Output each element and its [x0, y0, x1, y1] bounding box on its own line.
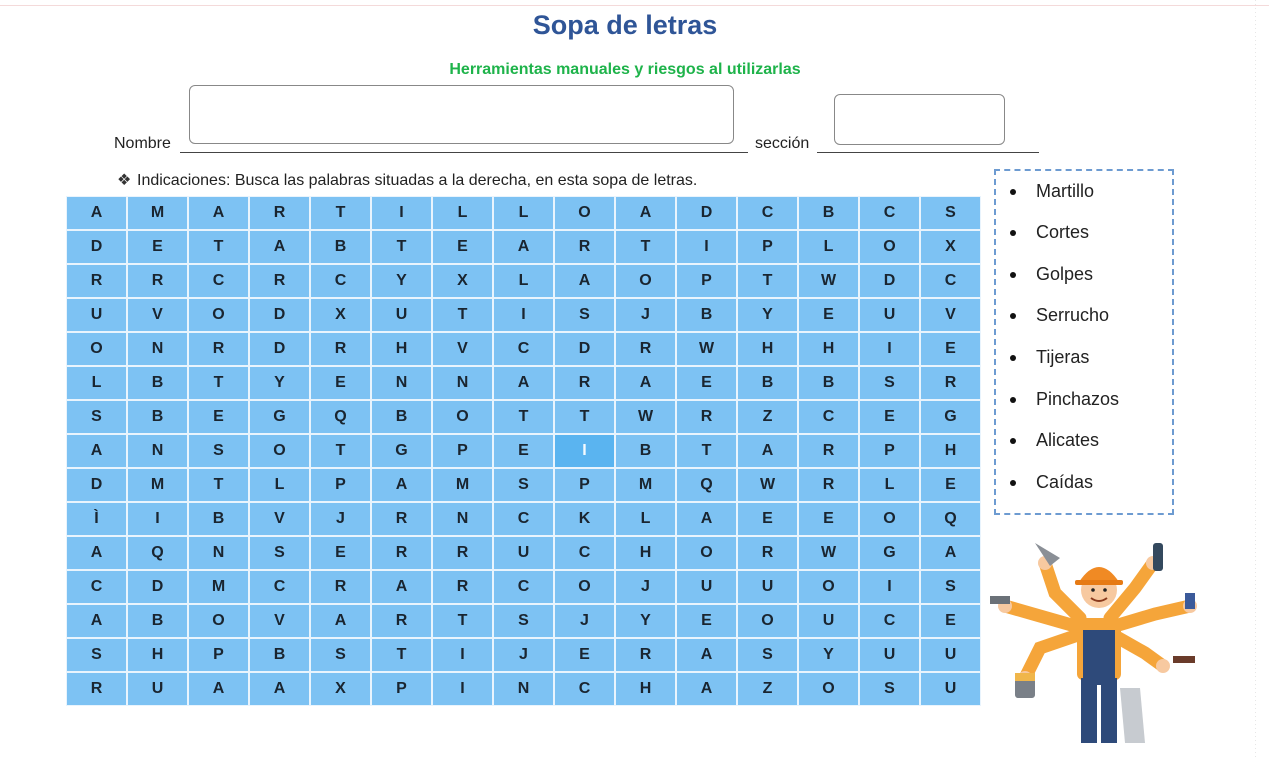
grid-cell[interactable]: P: [432, 434, 493, 468]
grid-cell[interactable]: R: [798, 468, 859, 502]
grid-cell[interactable]: R: [371, 502, 432, 536]
grid-cell[interactable]: R: [676, 400, 737, 434]
grid-cell[interactable]: U: [371, 298, 432, 332]
grid-cell[interactable]: A: [615, 366, 676, 400]
grid-cell[interactable]: A: [66, 604, 127, 638]
grid-cell[interactable]: E: [310, 536, 371, 570]
bullet-icon: [1010, 438, 1016, 444]
grid-cell[interactable]: M: [127, 468, 188, 502]
grid-cell[interactable]: D: [249, 332, 310, 366]
grid-cell[interactable]: T: [310, 434, 371, 468]
grid-cell[interactable]: C: [310, 264, 371, 298]
grid-cell[interactable]: B: [127, 604, 188, 638]
grid-cell[interactable]: A: [371, 570, 432, 604]
grid-cell[interactable]: S: [859, 366, 920, 400]
grid-cell[interactable]: V: [249, 604, 310, 638]
grid-cell[interactable]: E: [859, 400, 920, 434]
grid-cell[interactable]: L: [66, 366, 127, 400]
word-label: Golpes: [1036, 264, 1094, 284]
grid-cell[interactable]: D: [859, 264, 920, 298]
grid-cell[interactable]: N: [432, 366, 493, 400]
grid-cell[interactable]: R: [310, 570, 371, 604]
grid-row: [66, 672, 981, 706]
grid-cell[interactable]: Y: [249, 366, 310, 400]
word-label: Alicates: [1036, 430, 1100, 450]
grid-cell[interactable]: A: [66, 536, 127, 570]
bullet-icon: [1010, 397, 1016, 403]
grid-cell[interactable]: P: [310, 468, 371, 502]
grid-cell[interactable]: B: [371, 400, 432, 434]
page-edge: [1255, 0, 1256, 759]
diamond-bullet-icon: ❖: [117, 172, 132, 189]
grid-cell[interactable]: T: [432, 604, 493, 638]
section-underline: [817, 152, 1039, 153]
grid-cell[interactable]: S: [493, 604, 554, 638]
grid-cell[interactable]: T: [188, 366, 249, 400]
grid-cell[interactable]: T: [188, 468, 249, 502]
grid-cell[interactable]: N: [371, 366, 432, 400]
grid-cell[interactable]: H: [615, 536, 676, 570]
grid-cell[interactable]: R: [66, 672, 127, 706]
grid-cell[interactable]: A: [249, 230, 310, 264]
grid-cell[interactable]: H: [798, 332, 859, 366]
grid-cell[interactable]: C: [249, 570, 310, 604]
grid-cell[interactable]: P: [371, 672, 432, 706]
grid-cell[interactable]: P: [737, 230, 798, 264]
word-list-box: [994, 169, 1174, 515]
grid-cell[interactable]: R: [615, 638, 676, 672]
grid-cell[interactable]: V: [127, 298, 188, 332]
grid-cell[interactable]: R: [371, 536, 432, 570]
grid-cell[interactable]: C: [493, 332, 554, 366]
grid-cell[interactable]: A: [66, 434, 127, 468]
grid-cell[interactable]: L: [493, 264, 554, 298]
instructions-text: Indicaciones: Busca las palabras situadas a la derecha, en esta sopa de letras.: [137, 172, 698, 189]
grid-cell[interactable]: A: [676, 672, 737, 706]
grid-cell[interactable]: I: [493, 298, 554, 332]
grid-cell[interactable]: X: [920, 230, 981, 264]
grid-cell[interactable]: E: [493, 434, 554, 468]
grid-cell[interactable]: B: [737, 366, 798, 400]
grid-cell[interactable]: U: [127, 672, 188, 706]
grid-cell[interactable]: D: [676, 196, 737, 230]
grid-cell[interactable]: G: [249, 400, 310, 434]
grid-cell[interactable]: M: [432, 468, 493, 502]
name-input[interactable]: [189, 85, 734, 144]
grid-cell[interactable]: T: [615, 230, 676, 264]
grid-cell[interactable]: C: [920, 264, 981, 298]
grid-cell[interactable]: D: [249, 298, 310, 332]
grid-cell[interactable]: W: [737, 468, 798, 502]
grid-cell[interactable]: I: [127, 502, 188, 536]
grid-cell[interactable]: A: [371, 468, 432, 502]
grid-cell[interactable]: O: [188, 298, 249, 332]
grid-cell[interactable]: W: [798, 264, 859, 298]
bullet-icon: [1010, 189, 1016, 195]
grid-cell[interactable]: U: [920, 672, 981, 706]
grid-cell[interactable]: L: [798, 230, 859, 264]
grid-cell[interactable]: W: [615, 400, 676, 434]
grid-cell[interactable]: S: [249, 536, 310, 570]
grid-cell[interactable]: I: [676, 230, 737, 264]
grid-cell[interactable]: B: [676, 298, 737, 332]
grid-cell[interactable]: A: [493, 230, 554, 264]
grid-cell[interactable]: S: [188, 434, 249, 468]
grid-cell[interactable]: R: [554, 230, 615, 264]
bullet-icon: [1010, 272, 1016, 278]
grid-cell[interactable]: S: [493, 468, 554, 502]
worker-illustration: [985, 538, 1205, 748]
grid-row: [66, 264, 981, 298]
grid-cell[interactable]: O: [554, 196, 615, 230]
name-underline: [180, 152, 748, 153]
word-list-item: [1036, 430, 1099, 451]
word-list-item: [1036, 264, 1093, 285]
grid-cell[interactable]: S: [920, 196, 981, 230]
grid-row: [66, 570, 981, 604]
grid-cell[interactable]: S: [66, 638, 127, 672]
grid-cell[interactable]: G: [371, 434, 432, 468]
grid-cell[interactable]: O: [66, 332, 127, 366]
word-list-item: [1036, 222, 1089, 243]
grid-cell[interactable]: E: [676, 366, 737, 400]
grid-cell[interactable]: R: [615, 332, 676, 366]
grid-cell[interactable]: U: [493, 536, 554, 570]
grid-cell[interactable]: P: [676, 264, 737, 298]
grid-cell[interactable]: M: [127, 196, 188, 230]
grid-cell[interactable]: O: [798, 672, 859, 706]
grid-row: [66, 468, 981, 502]
grid-cell[interactable]: U: [798, 604, 859, 638]
grid-cell[interactable]: S: [737, 638, 798, 672]
grid-cell[interactable]: E: [676, 604, 737, 638]
grid-cell[interactable]: N: [493, 672, 554, 706]
grid-cell[interactable]: S: [66, 400, 127, 434]
grid-cell[interactable]: I: [859, 332, 920, 366]
grid-cell[interactable]: Q: [920, 502, 981, 536]
grid-cell[interactable]: E: [920, 604, 981, 638]
grid-cell[interactable]: T: [493, 400, 554, 434]
grid-cell[interactable]: Ì: [66, 502, 127, 536]
grid-cell[interactable]: N: [188, 536, 249, 570]
grid-cell[interactable]: Q: [676, 468, 737, 502]
grid-cell[interactable]: J: [493, 638, 554, 672]
grid-cell[interactable]: A: [249, 672, 310, 706]
grid-cell[interactable]: R: [798, 434, 859, 468]
grid-cell[interactable]: L: [493, 196, 554, 230]
grid-cell[interactable]: O: [432, 400, 493, 434]
grid-cell[interactable]: D: [127, 570, 188, 604]
grid-cell[interactable]: R: [920, 366, 981, 400]
grid-cell[interactable]: A: [554, 264, 615, 298]
grid-cell[interactable]: A: [676, 502, 737, 536]
grid-cell[interactable]: I: [371, 196, 432, 230]
word-label: Pinchazos: [1036, 389, 1120, 409]
grid-cell[interactable]: H: [737, 332, 798, 366]
grid-cell[interactable]: Z: [737, 400, 798, 434]
grid-cell[interactable]: Y: [371, 264, 432, 298]
word-label: Caídas: [1036, 472, 1094, 492]
grid-cell[interactable]: O: [737, 604, 798, 638]
grid-cell[interactable]: A: [920, 536, 981, 570]
grid-cell[interactable]: C: [554, 672, 615, 706]
grid-cell[interactable]: O: [554, 570, 615, 604]
grid-cell[interactable]: C: [493, 502, 554, 536]
grid-cell[interactable]: P: [554, 468, 615, 502]
grid-cell[interactable]: C: [859, 196, 920, 230]
grid-cell[interactable]: C: [493, 570, 554, 604]
grid-cell[interactable]: Y: [737, 298, 798, 332]
grid-cell[interactable]: O: [859, 502, 920, 536]
grid-cell[interactable]: T: [188, 230, 249, 264]
grid-row: [66, 366, 981, 400]
grid-cell[interactable]: C: [66, 570, 127, 604]
grid-cell[interactable]: E: [737, 502, 798, 536]
grid-cell[interactable]: R: [432, 570, 493, 604]
word-label: Serrucho: [1036, 305, 1110, 325]
grid-cell[interactable]: Q: [127, 536, 188, 570]
grid-cell[interactable]: U: [920, 638, 981, 672]
grid-cell[interactable]: E: [188, 400, 249, 434]
grid-cell[interactable]: B: [127, 400, 188, 434]
grid-cell[interactable]: R: [310, 332, 371, 366]
word-list-item: [1036, 347, 1089, 368]
grid-cell[interactable]: A: [737, 434, 798, 468]
grid-cell[interactable]: A: [188, 196, 249, 230]
grid-cell[interactable]: A: [188, 672, 249, 706]
grid-row: [66, 332, 981, 366]
grid-cell[interactable]: I: [432, 638, 493, 672]
grid-cell[interactable]: B: [615, 434, 676, 468]
grid-cell[interactable]: C: [737, 196, 798, 230]
grid-cell[interactable]: M: [188, 570, 249, 604]
word-label: Martillo: [1036, 181, 1095, 201]
grid-cell[interactable]: T: [737, 264, 798, 298]
grid-cell[interactable]: P: [859, 434, 920, 468]
grid-cell[interactable]: O: [188, 604, 249, 638]
grid-cell[interactable]: A: [615, 196, 676, 230]
name-label: Nombre: [114, 135, 171, 152]
grid-cell[interactable]: U: [737, 570, 798, 604]
grid-cell[interactable]: E: [798, 502, 859, 536]
grid-cell[interactable]: T: [676, 434, 737, 468]
grid-cell[interactable]: R: [249, 196, 310, 230]
grid-cell[interactable]: Y: [615, 604, 676, 638]
grid-cell[interactable]: B: [249, 638, 310, 672]
grid-cell[interactable]: C: [188, 264, 249, 298]
word-search-grid: [66, 196, 981, 706]
grid-cell[interactable]: O: [615, 264, 676, 298]
grid-cell[interactable]: J: [310, 502, 371, 536]
grid-cell[interactable]: D: [66, 230, 127, 264]
grid-cell[interactable]: T: [371, 230, 432, 264]
grid-cell[interactable]: L: [615, 502, 676, 536]
page-subtitle: Herramientas manuales y riesgos al utilizarlas: [449, 61, 801, 78]
grid-cell[interactable]: J: [554, 604, 615, 638]
grid-cell[interactable]: L: [249, 468, 310, 502]
grid-cell[interactable]: V: [920, 298, 981, 332]
grid-cell[interactable]: G: [920, 400, 981, 434]
grid-cell[interactable]: P: [188, 638, 249, 672]
grid-row: [66, 638, 981, 672]
grid-cell[interactable]: R: [127, 264, 188, 298]
grid-cell[interactable]: T: [554, 400, 615, 434]
grid-cell[interactable]: R: [188, 332, 249, 366]
grid-cell[interactable]: N: [432, 502, 493, 536]
grid-cell[interactable]: E: [127, 230, 188, 264]
grid-cell[interactable]: B: [310, 230, 371, 264]
grid-cell[interactable]: T: [310, 196, 371, 230]
grid-cell[interactable]: L: [859, 468, 920, 502]
grid-cell[interactable]: R: [432, 536, 493, 570]
grid-cell[interactable]: M: [615, 468, 676, 502]
grid-cell[interactable]: V: [432, 332, 493, 366]
grid-cell[interactable]: L: [432, 196, 493, 230]
grid-cell[interactable]: H: [615, 672, 676, 706]
grid-cell[interactable]: S: [310, 638, 371, 672]
grid-cell[interactable]: Z: [737, 672, 798, 706]
bullet-icon: [1010, 313, 1016, 319]
grid-cell[interactable]: A: [310, 604, 371, 638]
grid-cell[interactable]: B: [798, 196, 859, 230]
grid-cell[interactable]: H: [371, 332, 432, 366]
grid-cell[interactable]: O: [676, 536, 737, 570]
grid-cell[interactable]: E: [920, 468, 981, 502]
grid-cell[interactable]: Y: [798, 638, 859, 672]
grid-cell[interactable]: A: [676, 638, 737, 672]
grid-cell[interactable]: O: [859, 230, 920, 264]
word-list-item: [1036, 305, 1109, 326]
grid-cell[interactable]: R: [371, 604, 432, 638]
grid-cell[interactable]: B: [127, 366, 188, 400]
grid-cell[interactable]: E: [432, 230, 493, 264]
grid-row: [66, 604, 981, 638]
grid-cell[interactable]: U: [859, 638, 920, 672]
word-list-item: [1036, 181, 1094, 202]
grid-cell[interactable]: W: [676, 332, 737, 366]
grid-cell[interactable]: G: [859, 536, 920, 570]
grid-cell[interactable]: E: [920, 332, 981, 366]
grid-cell[interactable]: A: [493, 366, 554, 400]
grid-cell[interactable]: I: [432, 672, 493, 706]
grid-cell[interactable]: C: [554, 536, 615, 570]
grid-cell[interactable]: S: [920, 570, 981, 604]
grid-row: [66, 298, 981, 332]
grid-cell[interactable]: N: [127, 332, 188, 366]
bullet-icon: [1010, 355, 1016, 361]
grid-cell[interactable]: J: [615, 570, 676, 604]
grid-cell[interactable]: R: [249, 264, 310, 298]
grid-cell[interactable]: H: [920, 434, 981, 468]
grid-row: [66, 536, 981, 570]
grid-cell[interactable]: X: [432, 264, 493, 298]
grid-cell[interactable]: E: [310, 366, 371, 400]
grid-row: [66, 230, 981, 264]
grid-cell[interactable]: N: [127, 434, 188, 468]
grid-cell[interactable]: R: [554, 366, 615, 400]
top-border: [0, 5, 1269, 6]
section-input[interactable]: [834, 94, 1005, 145]
grid-row: [66, 434, 981, 468]
grid-cell[interactable]: I: [859, 570, 920, 604]
word-list-item: [1036, 472, 1093, 493]
grid-cell[interactable]: D: [66, 468, 127, 502]
word-label: Tijeras: [1036, 347, 1090, 367]
grid-cell[interactable]: S: [859, 672, 920, 706]
grid-cell[interactable]: E: [798, 298, 859, 332]
grid-cell[interactable]: U: [859, 298, 920, 332]
grid-cell[interactable]: O: [249, 434, 310, 468]
page-title: Sopa de letras: [532, 10, 718, 40]
grid-cell[interactable]: K: [554, 502, 615, 536]
bullet-icon: [1010, 480, 1016, 486]
grid-cell[interactable]: T: [371, 638, 432, 672]
grid-cell[interactable]: I: [554, 434, 615, 468]
word-label: Cortes: [1036, 222, 1090, 242]
grid-row: [66, 400, 981, 434]
grid-cell[interactable]: D: [554, 332, 615, 366]
grid-cell[interactable]: W: [798, 536, 859, 570]
grid-cell[interactable]: T: [432, 298, 493, 332]
grid-cell[interactable]: R: [66, 264, 127, 298]
bullet-icon: [1010, 230, 1016, 236]
grid-cell[interactable]: U: [676, 570, 737, 604]
grid-cell[interactable]: E: [554, 638, 615, 672]
grid-cell[interactable]: X: [310, 672, 371, 706]
grid-row: [66, 502, 981, 536]
grid-cell[interactable]: S: [554, 298, 615, 332]
instructions: [117, 170, 697, 190]
grid-cell[interactable]: V: [249, 502, 310, 536]
grid-row: [66, 196, 981, 230]
grid-cell[interactable]: H: [127, 638, 188, 672]
grid-cell[interactable]: J: [615, 298, 676, 332]
grid-cell[interactable]: R: [737, 536, 798, 570]
grid-cell[interactable]: O: [798, 570, 859, 604]
grid-cell[interactable]: A: [66, 196, 127, 230]
grid-cell[interactable]: C: [798, 400, 859, 434]
grid-cell[interactable]: U: [66, 298, 127, 332]
grid-cell[interactable]: B: [798, 366, 859, 400]
grid-cell[interactable]: X: [310, 298, 371, 332]
grid-cell[interactable]: B: [188, 502, 249, 536]
word-list-item: [1036, 389, 1119, 410]
grid-cell[interactable]: Q: [310, 400, 371, 434]
grid-cell[interactable]: C: [859, 604, 920, 638]
section-label: sección: [755, 135, 810, 152]
